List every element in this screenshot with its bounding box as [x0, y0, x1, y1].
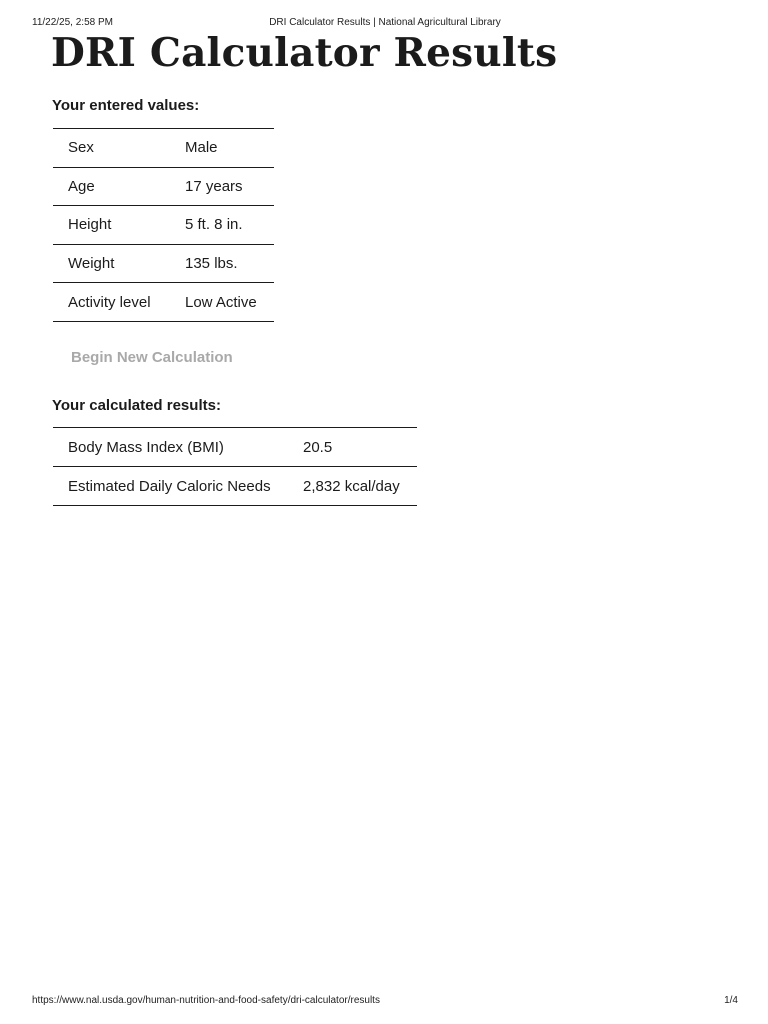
row-label-sex: Sex: [53, 129, 170, 168]
table-row: [53, 206, 274, 245]
row-value-activity-level: Low Active: [170, 283, 274, 322]
entered-values-table: [53, 128, 274, 322]
row-value-bmi: 20.5: [288, 428, 417, 467]
entered-values-heading: Your entered values:: [52, 97, 200, 114]
row-value-height: 5 ft. 8 in.: [170, 206, 274, 245]
table-row: [53, 167, 274, 206]
calculated-results-heading: Your calculated results:: [52, 397, 221, 414]
table-row: [53, 428, 417, 467]
print-footer: [32, 995, 738, 1009]
print-date: 11/22/25, 2:58 PM: [32, 17, 113, 28]
row-label-bmi: Body Mass Index (BMI): [53, 428, 288, 467]
print-page-number: 1/4: [724, 995, 738, 1006]
row-value-weight: 135 lbs.: [170, 244, 274, 283]
row-label-height: Height: [53, 206, 170, 245]
print-document-title: DRI Calculator Results | National Agricultural Library: [269, 17, 501, 28]
row-label-activity-level: Activity level: [53, 283, 170, 322]
calculated-results-table: [53, 427, 417, 506]
row-value-caloric-needs: 2,832 kcal/day: [288, 467, 417, 506]
table-row: [53, 467, 417, 506]
row-label-caloric-needs: Estimated Daily Caloric Needs: [53, 467, 288, 506]
table-row: [53, 244, 274, 283]
row-label-age: Age: [53, 167, 170, 206]
table-row: [53, 129, 274, 168]
print-url: https://www.nal.usda.gov/human-nutrition-and-food-safety/dri-calculator/results: [32, 995, 380, 1006]
begin-new-calculation-button[interactable]: Begin New Calculation: [71, 349, 233, 366]
row-value-age: 17 years: [170, 167, 274, 206]
row-label-weight: Weight: [53, 244, 170, 283]
print-header: [32, 17, 738, 31]
table-row: [53, 283, 274, 322]
page-title: DRI Calculator Results: [51, 30, 558, 76]
row-value-sex: Male: [170, 129, 274, 168]
